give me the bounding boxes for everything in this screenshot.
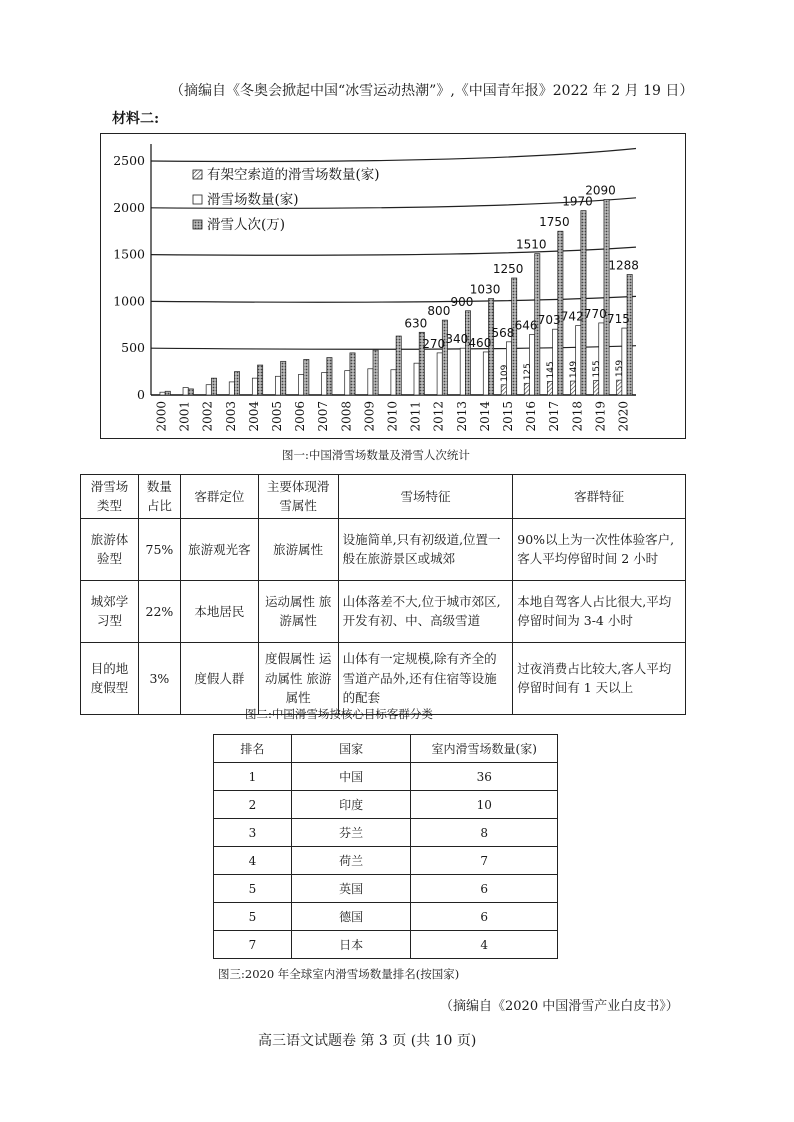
table-cell: 本地自驾客人占比很大,平均停留时间为 3-4 小时 [513,580,686,642]
bar [581,211,586,395]
x-tick-label: 2011 [408,401,423,432]
table-cell: 城郊学习型 [81,580,139,642]
y-tick-label: 1000 [113,293,145,309]
x-tick-label: 2017 [547,401,562,432]
x-tick-label: 2003 [223,401,238,432]
bar [524,383,529,395]
data-label: 155 [592,360,603,378]
table-cell: 1 [214,763,292,791]
table-row [81,642,686,714]
x-tick-label: 2001 [177,401,192,432]
ranking-table [213,734,558,959]
x-tick-label: 2007 [316,401,331,432]
header-cell: 排名 [214,735,292,763]
figure2-caption: 图二:中国滑雪场按核心目标客群分类 [245,707,433,721]
bar [396,336,401,395]
table-cell: 英国 [291,875,411,903]
table-row [81,580,686,642]
table-cell: 3% [138,642,180,714]
header-cell: 室内滑雪场数量(家) [411,735,558,763]
data-label: 1030 [469,282,501,297]
ranking-table-header [214,735,558,763]
x-tick-label: 2019 [593,401,608,432]
x-tick-label: 2008 [339,401,354,432]
bar [570,381,575,395]
data-label: 742 [560,309,584,324]
table-cell: 山体落差不大,位于城市郊区,开发有初、中、高级雪道 [338,580,513,642]
category-table-header [81,475,686,519]
table-cell: 旅游体验型 [81,518,139,580]
table-cell: 目的地度假型 [81,642,139,714]
table-row [214,875,558,903]
x-tick-label: 2000 [154,401,169,432]
bar [617,380,622,395]
table-cell: 度假属性 运动属性 旅游属性 [258,642,338,714]
data-label: 109 [499,364,510,382]
material-label: 材料二: [112,111,160,127]
bar [327,358,332,395]
data-label: 568 [491,325,515,340]
header-cell: 客群定位 [180,475,258,519]
table-cell: 4 [411,931,558,959]
table-cell: 芬兰 [291,819,411,847]
bar [322,373,327,395]
bar [391,370,396,395]
data-label: 1970 [562,194,593,209]
data-label: 646 [514,318,538,333]
x-tick-label: 2018 [570,401,585,432]
bar [165,391,170,395]
category-table [80,474,686,715]
table-cell: 4 [214,847,292,875]
bar [258,365,263,395]
data-label: 340 [445,332,469,347]
data-label: 270 [422,336,446,351]
bar [594,380,599,395]
bar [437,353,442,395]
data-label: 460 [468,335,492,350]
bar [211,378,216,395]
bar [299,374,304,395]
legend-swatch [193,170,202,179]
bar-chart [101,134,687,440]
bar [460,348,465,395]
data-label: 159 [615,359,626,378]
legend-label: 滑雪人次(万) [207,217,286,233]
x-tick-label: 2006 [293,401,308,432]
data-label: 715 [606,312,630,327]
legend-swatch [193,195,202,204]
table-cell: 7 [214,931,292,959]
x-tick-label: 2004 [246,401,261,432]
data-label: 149 [569,360,580,379]
table-cell: 5 [214,903,292,931]
y-tick-label: 2500 [113,153,145,168]
table-cell: 3 [214,819,292,847]
table-cell: 运动属性 旅游属性 [258,580,338,642]
legend-swatch [193,220,202,229]
citation-bottom: （摘编自《2020 中国滑雪产业白皮书》） [440,999,679,1014]
table-cell: 6 [411,903,558,931]
table-cell: 设施简单,只有初级道,位置一般在旅游景区或城郊 [338,518,513,580]
bar [206,385,211,395]
x-tick-label: 2020 [616,401,631,432]
header-cell: 滑雪场类型 [81,475,139,519]
y-tick-label: 2000 [113,199,145,215]
table-row [214,903,558,931]
table-cell: 90%以上为一次性体验客户,客人平均停留时间 2 小时 [513,518,686,580]
bar [304,359,309,395]
data-label: 703 [537,313,561,328]
x-tick-label: 2013 [454,401,469,432]
bar [604,199,609,395]
table-row [214,791,558,819]
bar [368,369,373,395]
table-row [214,847,558,875]
table-cell: 山体有一定规模,除有齐全的雪道产品外,还有住宿等设施的配套 [338,642,513,714]
bar [547,381,552,395]
table-cell: 22% [138,580,180,642]
x-tick-label: 2012 [431,401,446,432]
bar [252,378,257,395]
bar [373,350,378,395]
bar [576,326,581,395]
bar [229,382,234,395]
bar [188,389,193,395]
table-cell: 10 [411,791,558,819]
chart-figure [100,133,686,439]
y-tick-label: 500 [121,340,145,356]
header-cell: 国家 [291,735,411,763]
x-tick-label: 2010 [385,401,400,432]
x-tick-label: 2014 [477,401,492,432]
bar [483,352,488,395]
table-cell: 36 [411,763,558,791]
bar [345,371,350,395]
page-footer: 高三语文试题卷 第 3 页 (共 10 页) [258,1033,477,1049]
bar [234,372,239,395]
table-cell: 印度 [291,791,411,819]
bar [160,392,165,395]
bar [599,323,604,395]
table-cell: 日本 [291,931,411,959]
data-label: 1288 [608,258,639,273]
data-label: 630 [404,316,428,331]
citation-top: （摘编自《冬奥会掀起中国“冰雪运动热潮”》,《中国青年报》2022 年 2 月 19 日） [170,83,694,99]
y-tick-label: 0 [137,387,145,402]
data-label: 770 [583,306,607,321]
data-label: 1510 [515,237,547,252]
table-cell: 德国 [291,903,411,931]
header-cell: 客群特征 [513,475,686,519]
x-tick-label: 2009 [362,401,377,432]
gridline [151,149,636,162]
bar [350,353,355,395]
bar [465,311,470,395]
bar [281,361,286,395]
table-cell: 荷兰 [291,847,411,875]
data-label: 125 [522,363,533,381]
table-row [214,931,558,959]
x-tick-label: 2005 [270,401,285,432]
legend-label: 有架空索道的滑雪场数量(家) [207,167,380,183]
x-tick-label: 2015 [500,401,515,432]
legend-label: 滑雪场数量(家) [207,192,299,208]
table-cell: 度假人群 [180,642,258,714]
table-cell: 过夜消费占比较大,客人平均停留时间有 1 天以上 [513,642,686,714]
data-label: 1250 [492,262,524,276]
table-cell: 8 [411,819,558,847]
table-cell: 75% [138,518,180,580]
table-cell: 旅游观光客 [180,518,258,580]
data-label: 1750 [539,215,570,230]
table-row [81,518,686,580]
table-cell: 7 [411,847,558,875]
header-cell: 数量占比 [138,475,180,519]
data-label: 2090 [585,183,616,198]
bar [501,385,506,395]
bar [183,388,188,395]
table-row [214,819,558,847]
data-label: 145 [545,361,556,379]
data-label: 900 [450,294,474,309]
data-label: 800 [427,304,451,319]
table-row [214,763,558,791]
table-cell: 6 [411,875,558,903]
figure1-caption: 图一:中国滑雪场数量及滑雪人次统计 [282,448,470,462]
header-cell: 主要体现滑雪属性 [258,475,338,519]
figure3-caption: 图三:2020 年全球室内滑雪场数量排名(按国家) [218,967,460,981]
table-cell: 中国 [291,763,411,791]
bar [414,363,419,395]
table-cell: 旅游属性 [258,518,338,580]
table-cell: 5 [214,875,292,903]
bar [627,274,632,395]
x-tick-label: 2002 [200,401,215,432]
table-cell: 本地居民 [180,580,258,642]
y-tick-label: 1500 [113,246,145,262]
table-cell: 2 [214,791,292,819]
header-cell: 雪场特征 [338,475,513,519]
x-tick-label: 2016 [524,401,539,432]
bar [275,376,280,395]
